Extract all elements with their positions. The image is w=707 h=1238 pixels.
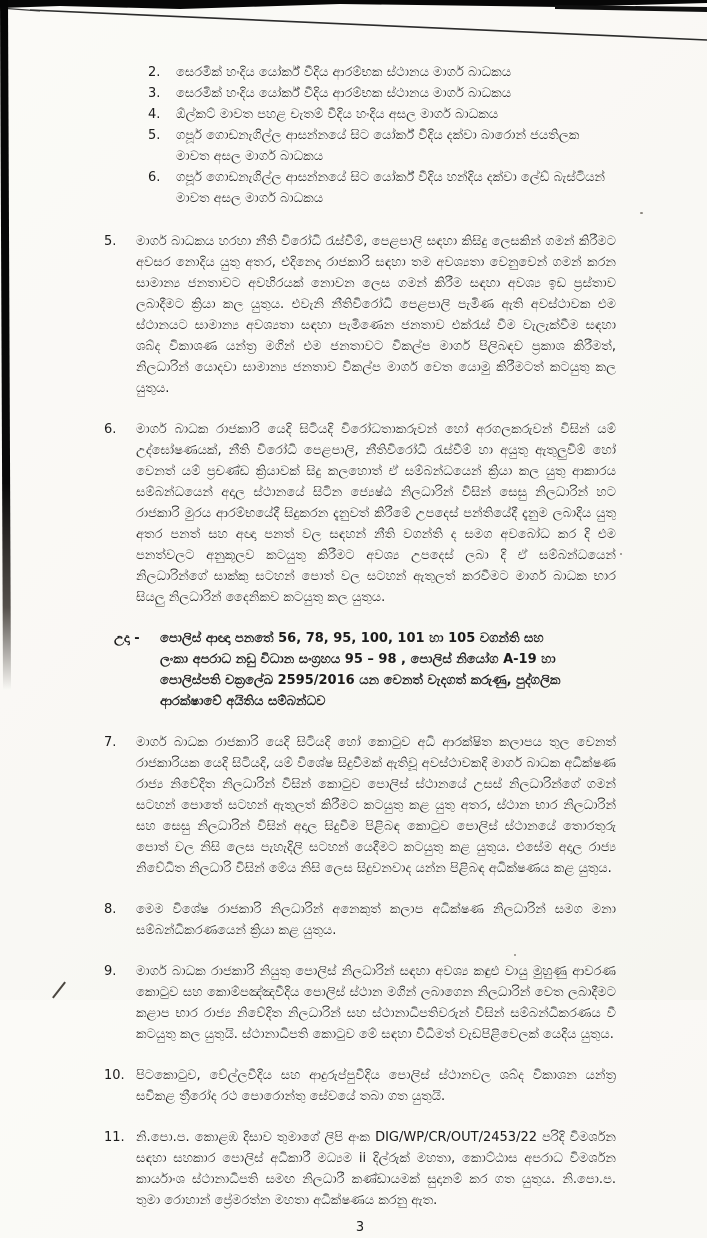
list-item-number: 4. <box>148 107 161 122</box>
list-item-text: සෙරමික් හංදිය යෝර්ක් වීදිය ආරම්භක ස්ථානය මාර්ග බාධකය <box>176 86 512 101</box>
numbered-paragraph <box>104 1127 616 1211</box>
barricade-location-list <box>148 62 616 209</box>
list-item <box>148 125 616 167</box>
paragraph-text: මාර්ග බාධක රාජකාරි යෙදි සිටියදි හෝ කොටුව අධි ආරක්ෂිත කලාපය තුල වෙනත් රාජකාරියක යෙදි සිටියදි, යම් විශේෂ සිදුවීමක් ඇතිවූ අවස්ථාවකදි මාර්ග බාධක අධික්ෂණ රාජ්‍ය නිවේදිත නිලධාරින් විසින් කොටුව පොලිස් ස්ථානයේ උසස් නිලධාරින්ගේ ගමන් සටහන් පොතේ සටහන් ඇතුලත් කිරීමට කටයුතු කළ යුතු අතර, ස්ථාන භාර නිලධාරින් සහ සෙසු නිලධාරින් විසින් අදාල සිදුවීම පිළිබඳ කොටුව පොලිස් ස්ථානයේ තොරතුරු පොත් වල නිසි ලෙස පැහැදිලි සටහන් යෙදීමට කටයුතු කළ යුතුය. එසේම අදාල රාජ්‍ය නිවේධිත නිලධාරි විසින් මේය නිසි ලෙස සිදුවනවාද යන්න පිළිබඳ අධික්ෂණය කළ යුතුය. <box>136 735 616 876</box>
list-item-number: 5. <box>148 128 161 143</box>
paragraph-text: මාර්ග බාධක රාජකාරි නියුතු පොලිස් නිලධාරින් සඳහා අවශ්‍ය කඳුළු වායු මුහුණු ආවරණ කොටුව සහ කොම්පඤ්ඤවීදිය පොලිස් ස්ථාන මගින් ලබාගෙන නිලධාරින් වෙත ලබාදීමට කළාප භාර රාජ්‍ය නිවේදිත නිලධාරින් සහ ස්ථානාධිපතිවරුන් විසින් සම්බන්ධිකරණය වී කටයුතු කල යුතුයි. ස්ථානාධිපති කොටුව මේ සඳහා විධිමත් වැඩපිළිවෙලක් යෙදිය යුතුය. <box>136 964 616 1042</box>
numbered-paragraph <box>104 1065 616 1107</box>
list-item-text: ගපූර් ගොඩනැගිල්ල ආසන්නයේ සිට යෝර්ක් වීදිය හන්දිය දක්වා ලේඩ් බැස්ටියන් මාවත අසල මාර්ග බාධකය <box>176 170 605 206</box>
list-item <box>148 104 616 125</box>
scan-speck <box>640 212 643 214</box>
numbered-paragraph <box>104 419 616 608</box>
page-number: 3 <box>355 1220 365 1235</box>
example-note-label: උදා - <box>114 631 140 646</box>
document-body <box>104 62 616 1238</box>
list-item-text: ගපූර් ගොඩනැගිල්ල ආසන්නයේ සිට යෝර්ක් වීදිය දක්වා බාරොන් ජයතිලක මාවත අසල මාර්ග බාධකය <box>176 128 580 164</box>
scan-artifact-left-edge <box>0 0 11 690</box>
numbered-paragraph <box>104 732 616 879</box>
list-item <box>148 83 616 104</box>
list-item <box>148 167 616 209</box>
paragraph-text: මෙම විශේෂ රාජකාරි නිලධාරින් අනෙකුත් කලාප අධික්ෂණ නිලධාරින් සමග මනා සම්බන්ධිකරණයෙන් ක්‍රියා කළ යුතුය. <box>136 902 616 938</box>
list-item <box>148 62 616 83</box>
paragraph-text: මාර්ග බාධකය හරහා නීති විරෝධි රැස්වීම්, පෙළපාලි සඳහා කිසිදු ලෙසකින් ගමන් කිරීමට අවසර නොදිය යුතු අතර, එදිනෙදා රාජකාරි සඳහා තම අවශ්‍යතා වෙනුවෙන් ගමන් කරන සාමාන්‍ය ජනතාවට අවහිරයක් නොවන ලෙස ගමන් කිරීම සඳහා අවශ්‍ය ඉඩ ප්‍රස්තාව ලබාදීමට ක්‍රියා කල යුතුය. එවැනි නීතිවිරෝධි පෙළපාලි පැමිණ ඇති අවස්ථාවක එම ස්ථානයට සාමාන්‍ය අවශ්‍යතා සඳහා පැමිණෙන ජනතාව එක්රැස් වීම වැලැක්වීම සඳහා ශබ්ද විකාශණ යන්ත්‍ර මගින් එම ජනතාවට විකල්ප මාර්ග පිලිබඳව ප්‍රකාශ කිරීමත්, නිලධාරින් යොදවා සාමාන්‍ය ජනතාව විකල්ප මාර්ග වෙත යොමු කිරීමටත් කටයුතු කල යුතුය. <box>136 234 616 396</box>
paragraph-number: 10. <box>104 1068 125 1083</box>
paragraph-number: 11. <box>104 1130 125 1145</box>
paragraph-text: පිටකොටුව, වේල්ලවීදිය සහ ආදුරුප්පුවීදිය පොලිස් ස්ථානවල ශබ්ද විකාශන යන්ත්‍ර සවිකළ ත්‍රීරෝද රථ පොරොන්තු සේවයේ තබා ගත යුතුයි. <box>136 1068 616 1104</box>
list-item-number: 3. <box>148 86 161 101</box>
list-item-number: 6. <box>148 170 161 185</box>
list-item-number: 2. <box>148 65 161 80</box>
numbered-paragraph <box>104 231 616 399</box>
paragraph-text: මාර්ග බාධක රාජකාරි යෙදි සිටියදි විරෝධතාකරුවන් හෝ අරගලකරුවන් විසින් යම් උද්ඝෝෂණයක්, නීති විරෝධි පෙළපාලි, නීතිවිරෝධි රැස්වීම් හා අයුතු ඇතුලුවිම් හෝ වෙනත් යම් ප්‍රචණ්ඩ ක්‍රියාවක් සිදු කලහොත් ඒ සම්බන්ධයෙන් ක්‍රියා කල යුතු ආකාරය සම්බන්ධයෙන් අදාල ස්ථානයේ සිටින ජ්‍යෙෂ්ඨ නිලධාරින් විසින් සෙසු නිලධාරින් හට රාජකාරි මුරය ආරම්භයේදී සිදුකරන දැනුවත් කිරීමේ උපදෙස් පන්තියේදී දැනුම ලබාදිය යුතු අතර පනත් සහ අඥා පනත් වල සඳහන් නීති වගන්ති ද සමග අවබෝධ කර දි එම පනත්වලට අනුකූලව කටයුතු කිරීමට අවශ්‍ය උපදෙස් ලබා දි ඒ සම්බන්ධයෙන් නිලධාරින්ගේ සාක්කු සටහන් පොත් වල සටහන් ඇතුලත් කරවීමට මාර්ග බාධක භාර සියලු නිලධාරින් දෛනිකව කටයුතු කල යුතුය. <box>136 422 616 605</box>
list-item-text: සෙරමික් හංදිය යෝර්ක් වීදිය ආරම්භක ස්ථානය මාර්ග බාධකය <box>176 65 512 80</box>
paragraph-text: නි.පො.ප. කොළඹ දිසාව තුමාගේ ලිපි අංක DIG/WP/CR/OUT/2453/22 පරිදි විමර්ශන සඳහා සහකාර පොලිස් අධිකාරී මධ්‍යම ii දිල්රුක් මහතා, කොට්ඨාස අපරාධ විමර්ශන කාර්යාංශ ස්ථානාධිපති සමඟ නිලධාරී කණ්ඩායමක් සුදානම් කර ගත යුතුය. නි.පො.ප. තුමා රොහාන් ප්‍රේමරත්න මහතා අධික්ෂණය කරනු ඇත. <box>136 1130 616 1208</box>
paragraph-number: 8. <box>104 902 117 917</box>
scan-artifact-top-edge <box>0 0 707 50</box>
list-item-text: ඕල්කට් මාවත පහළ චැතම් වීදිය හංදිය අසල මාර්ග බාධකය <box>176 107 499 122</box>
paragraph-number: 6. <box>104 422 117 437</box>
example-note <box>114 628 564 712</box>
paragraph-number: 5. <box>104 234 117 249</box>
example-note-text: පොලිස් ආඥා පනතේ 56, 78, 95, 100, 101 හා 105 වගන්ති සහ ලංකා අපරාධ නඩු විධාන සංග්‍රහය 95 – 98 , පොලිස් නියෝග A-19 හා පොලිස්පති චක්‍රලේඛ 2595/2016 යන වෙනත් වැදගත් කරුණු, පුද්ගලික ආරක්ෂාවේ අයිතිය සම්බන්ධව <box>160 631 561 709</box>
numbered-paragraph <box>104 899 616 941</box>
scan-speck <box>620 553 622 555</box>
numbered-paragraph <box>104 961 616 1045</box>
scan-artifact-bottom-mark <box>52 982 66 999</box>
paragraph-number: 7. <box>104 735 117 750</box>
paragraph-number: 9. <box>104 964 117 979</box>
